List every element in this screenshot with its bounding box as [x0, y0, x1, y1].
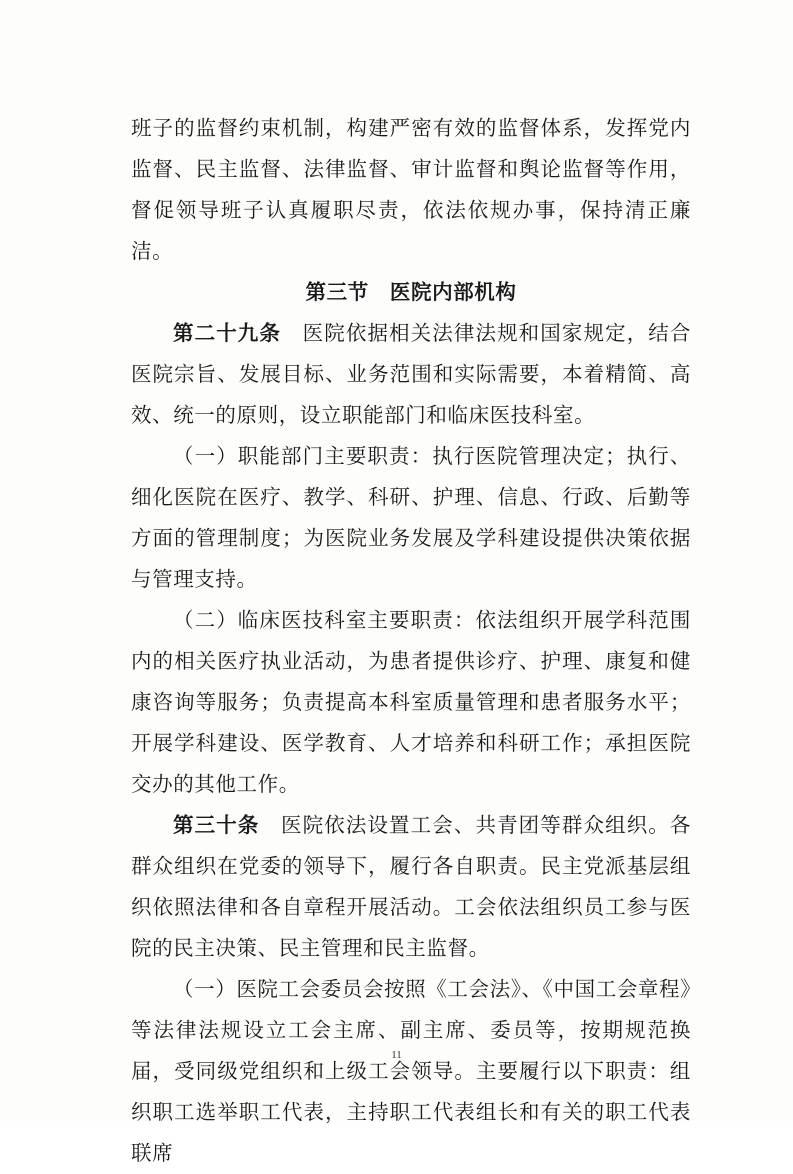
page-number: 11 [391, 1049, 402, 1061]
document-body [131, 108, 691, 1174]
section-heading: 第三节 医院内部机构 [305, 280, 517, 304]
article-30 [131, 805, 691, 969]
article-29-number: 第二十九条 [173, 321, 282, 345]
article-30-number: 第三十条 [173, 813, 260, 837]
article-29 [131, 313, 691, 436]
article-29-text: 医院依据相关法律法规和国家规定，结合医院宗旨、发展目标、业务范围和实际需要，本着精简、高效、统一的原则，设立职能部门和临床医技科室。 [131, 321, 692, 427]
article-30-text: 医院依法设置工会、共青团等群众组织。各群众组织在党委的领导下，履行各自职责。民主党派基层组织依照法律和各自章程开展活动。工会依法组织员工参与医院的民主决策、民主管理和民主监督。 [131, 813, 691, 960]
paragraph-continuation: 班子的监督约束机制，构建严密有效的监督体系，发挥党内监督、民主监督、法律监督、审计监督和舆论监督等作用，督促领导班子认真履职尽责，依法依规办事，保持清正廉洁。 [131, 116, 691, 263]
article-29-item-2: （二）临床医技科室主要职责：依法组织开展学科范围内的相关医疗执业活动，为患者提供诊疗、护理、康复和健康咨询等服务；负责提高本科室质量管理和患者服务水平；开展学科建设、医学教育、人才培养和科研工作；承担医院交办的其他工作。 [131, 608, 691, 796]
article-29-item-1: （一）职能部门主要职责：执行医院管理决定；执行、细化医院在医疗、教学、科研、护理、信息、行政、后勤等方面的管理制度；为医院业务发展及学科建设提供决策依据与管理支持。 [131, 444, 691, 591]
article-30-item-1: （一）医院工会委员会按照《工会法》、《中国工会章程》等法律法规设立工会主席、副主席、委员等，按期规范换届，受同级党组织和上级工会领导。主要履行以下职责：组织职工选举职工代表，主持职工代表组长和有关的职工代表联席 [131, 977, 691, 1165]
